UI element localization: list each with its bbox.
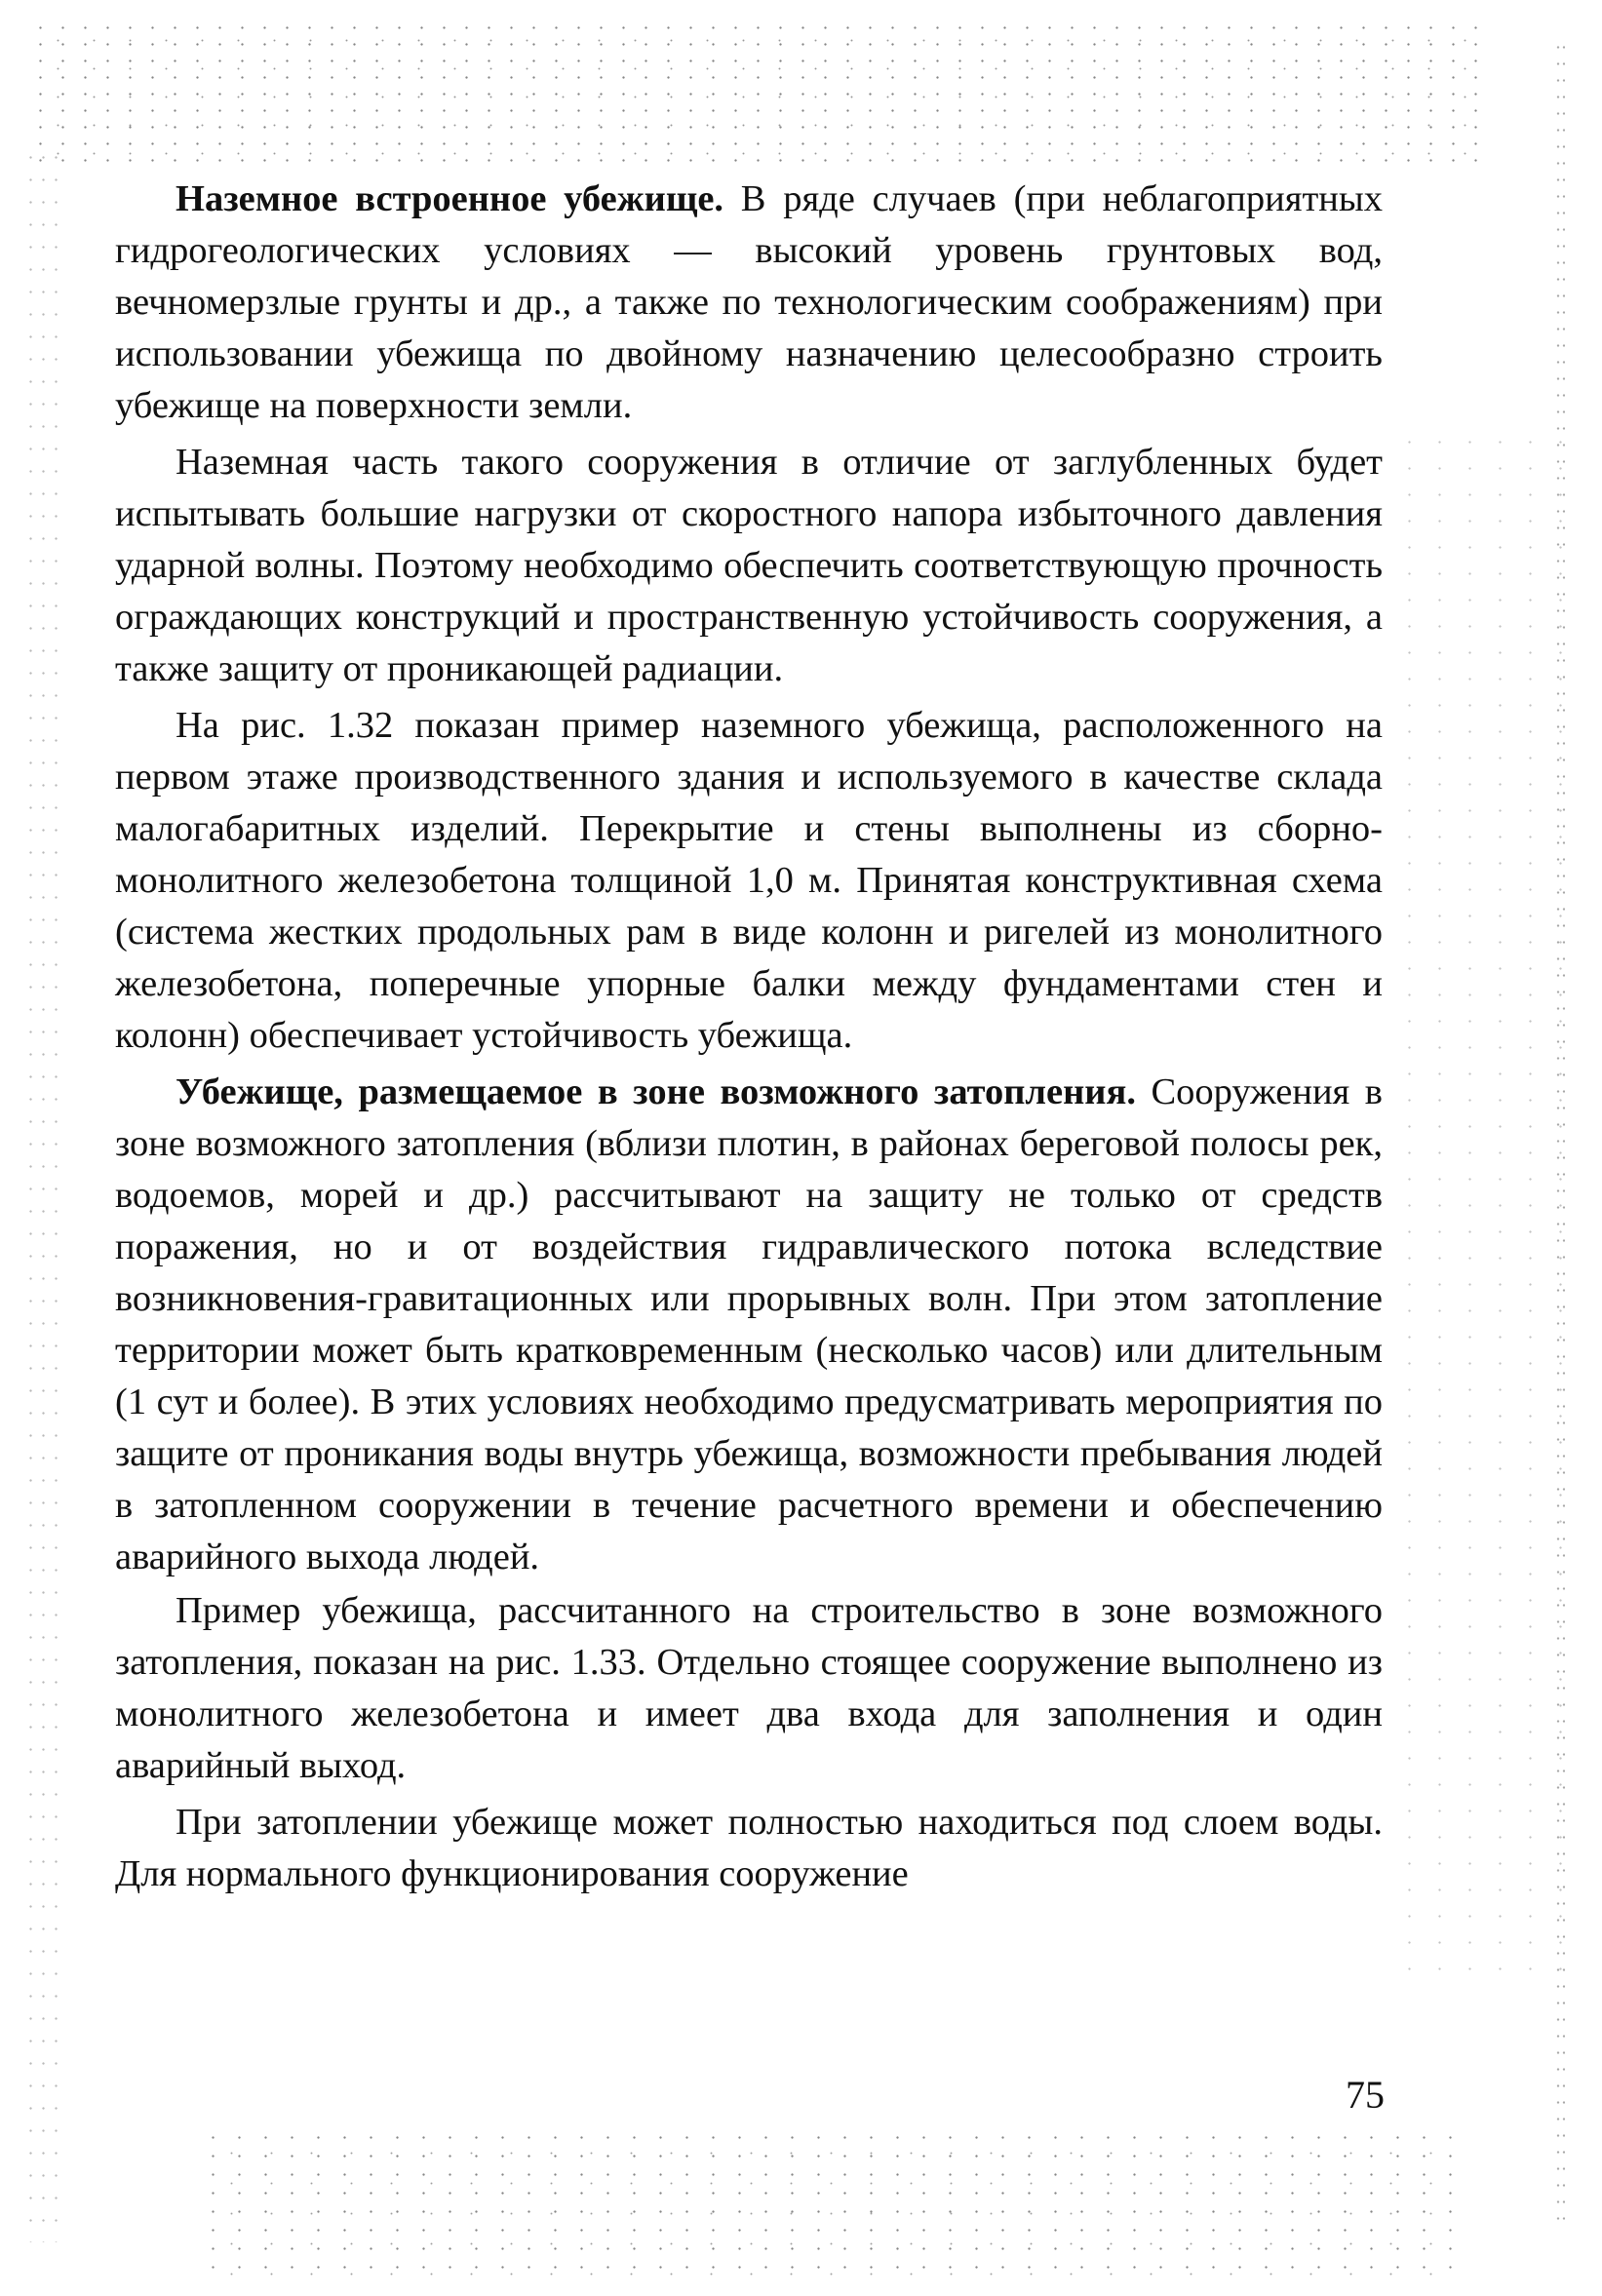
paragraph-text: На рис. 1.32 показан пример наземного убежища, расположенного на первом этаже производственного здания и используемого в качестве склада малогабаритных изделий. Перекрытие и стены выполнены из сборно-монолитного железобетона толщиной 1,0 м. Принятая конструктивная схема (система жестких продольных рам в виде колонн и ригелей из монолитного железобетона, поперечные упорные балки между фундаментами стен и колонн) обеспечивает устойчивость убежища.: [115, 705, 1383, 1056]
scan-noise-bottom: [195, 2125, 1463, 2281]
paragraph-5: [115, 1585, 1383, 1792]
paragraph-heading: Наземное встроенное убежище.: [176, 178, 724, 219]
paragraph-6: [115, 1797, 1383, 1900]
scan-noise-left: [24, 146, 63, 2242]
paragraph-1: [115, 174, 1383, 432]
scan-noise-right-edge: [1555, 39, 1565, 2233]
body-text: [115, 174, 1383, 1905]
paragraph-3: [115, 700, 1383, 1062]
paragraph-4: [115, 1067, 1383, 1583]
paragraph-text: Сооружения в зоне возможного затопления (вблизи плотин, в районах береговой полосы рек, водоемов, морей и др.) рассчитывают на защиту не только от средств поражения, но и от воздействия гидравлического потока вследствие возникновения-гравитационных или прорывных волн. При этом затопление территории может быть кратковременным (несколько часов) или длительным (1 сут и более). В этих условиях необходимо предусматривать мероприятия по защите от проникания воды внутрь убежища, возможности пребывания людей в затопленном сооружении в течение расчетного времени и обеспечению аварийного выхода людей.: [115, 1071, 1383, 1577]
paragraph-text: Наземная часть такого сооружения в отличие от заглубленных будет испытывать большие нагрузки от скоростного напора избыточного давления ударной волны. Поэтому необходимо обеспечить соответствующую прочность ограждающих конструкций и пространственную устойчивость сооружения, а также защиту от проникающей радиации.: [115, 442, 1383, 689]
paragraph-2: [115, 437, 1383, 695]
page-number: 75: [1346, 2073, 1385, 2117]
paragraph-text: Пример убежища, рассчитанного на строительство в зоне возможного затопления, показан на рис. 1.33. Отдельно стоящее сооружение выполнено из монолитного железобетона и имеет два входа для заполнения и один аварийный выход.: [115, 1590, 1383, 1786]
paragraph-text: При затоплении убежище может полностью находиться под слоем воды. Для нормального функционирования сооружение: [115, 1802, 1383, 1894]
scan-noise-top: [29, 19, 1492, 166]
paragraph-text: В ряде случаев (при неблагоприятных гидрогеологических условиях — высокий уровень грунтовых вод, вечномерзлые грунты и др., а также по технологическим соображениям) при использовании убежища по двойному назначению целесообразно строить убежище на поверхности земли.: [115, 178, 1383, 426]
paragraph-heading: Убежище, размещаемое в зоне возможного затопления.: [176, 1071, 1136, 1112]
scan-noise-right: [1394, 429, 1570, 1989]
